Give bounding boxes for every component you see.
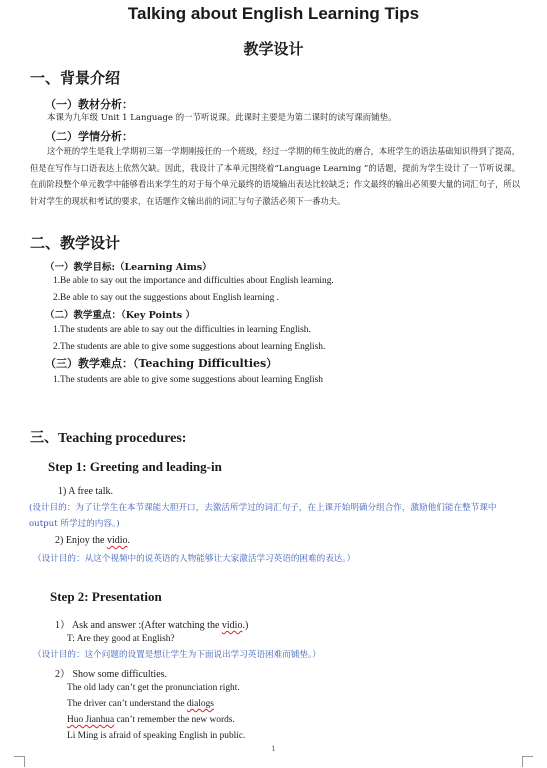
step2-item-2: 2） Show some difficulties. [55,669,168,680]
step1-item-2-word: vidio [106,535,128,546]
step1-heading: Step 1: Greeting and leading-in [48,459,222,474]
student-analysis-text: 这个班的学生是我上学期初三第一学期刚接任的一个班级，经过一学期的师生彼此的磨合，本班学生的语法基础知识得到了提高，但是在写作与口语表达上依然欠缺。因此，我设计了本单元围绕着“Language Learning ”的话题，提前为学生设计了一节听说课。在前阶段整个单元教学中能够看出来学生的对于每个单元最终的语境输出表达比较缺乏；作文最终的输出必须要大量的词汇句子，所以针对学生的现状和考试的要求，在话题作文输出前的词汇与句子激活必须下一番功夫。 [30,146,520,206]
aim-item-1: 1.Be able to say out the importance and difficulties about English learning. [53,276,334,286]
aim-item-2: 2.Be able to say out the suggestions about English learning . [53,293,280,303]
section-design-heading: 二、教学设计 [30,234,121,252]
step1-item-2-prefix: 2) Enjoy the [55,535,107,546]
step2-question: T: Are they good at English? [67,634,175,644]
step1-design-note-1: (设计目的：为了让学生在本节课能大胆开口，去激活所学过的词汇句子，在上课开始明确分组合作，激励他们能在整节课中 output 所学过的内容。) [29,503,497,529]
step1-design-note-2: （设计目的：从这个视频中的说英语的人物能够让大家激活学习英语的困难的表达。） [33,554,356,564]
key-point-item-1: 1.The students are able to say out the difficulties in learning English. [53,325,311,335]
step2-item-1-suffix: .) [242,620,249,631]
difficulty-example-2-word: dialogs [186,699,214,709]
step1-item-2 [55,535,130,546]
difficulty-example-4: Li Ming is afraid of speaking English in public. [67,731,246,741]
step2-item-1-prefix: 1） Ask and answer :(After watching the [55,620,222,631]
step2-item-1 [55,616,248,631]
difficulty-example-1: The old lady can’t get the pronunciation right. [67,683,240,693]
crop-mark-bottom-left [14,756,25,767]
difficulty-item-1: 1.The students are able to give some suggestions about learning English [53,375,323,385]
key-points-heading: （二）教学重点：（Key Points ） [45,310,195,321]
step2-heading: Step 2: Presentation [50,589,162,604]
crop-mark-bottom-right [522,756,533,767]
step1-item-2-suffix: . [127,535,130,546]
difficulty-example-3-name: Huo Jianhua [67,715,115,725]
section-background-heading: 一、背景介绍 [30,69,121,87]
teaching-difficulties-heading: （三）教学难点：（Teaching Difficulties） [45,357,278,370]
section-procedures-heading: 三、Teaching procedures: [30,431,187,446]
textbook-analysis-heading: （一）教材分析： [45,98,133,111]
document-title: Talking about English Learning Tips [127,4,420,23]
learning-aims-heading: （一）教学目标:（Learning Aims） [45,262,212,273]
step2-item-1-word: vidio [221,620,243,631]
document-subtitle: 教学设计 [243,40,304,58]
textbook-analysis-text: 本课为九年级 Unit 1 Language 的一节听说课。此课时主要是为第二课时的读写课而铺垫。 [47,113,397,123]
difficulty-example-2-prefix: The driver can’t understand the [67,699,187,709]
step1-item-1: 1) A free talk. [58,486,113,497]
page-number: 1 [271,745,276,753]
difficulty-example-2 [67,699,214,709]
step2-design-note-1: （设计目的：这个问题的设置是想让学生为下面说出学习英语困难而铺垫。） [33,650,321,660]
difficulty-example-3-suffix: can’t remember the new words. [114,715,235,725]
difficulty-example-3 [67,715,235,725]
student-analysis-heading: （二）学情分析： [45,130,133,143]
key-point-item-2: 2.The students are able to give some suggestions about learning English. [53,342,326,352]
